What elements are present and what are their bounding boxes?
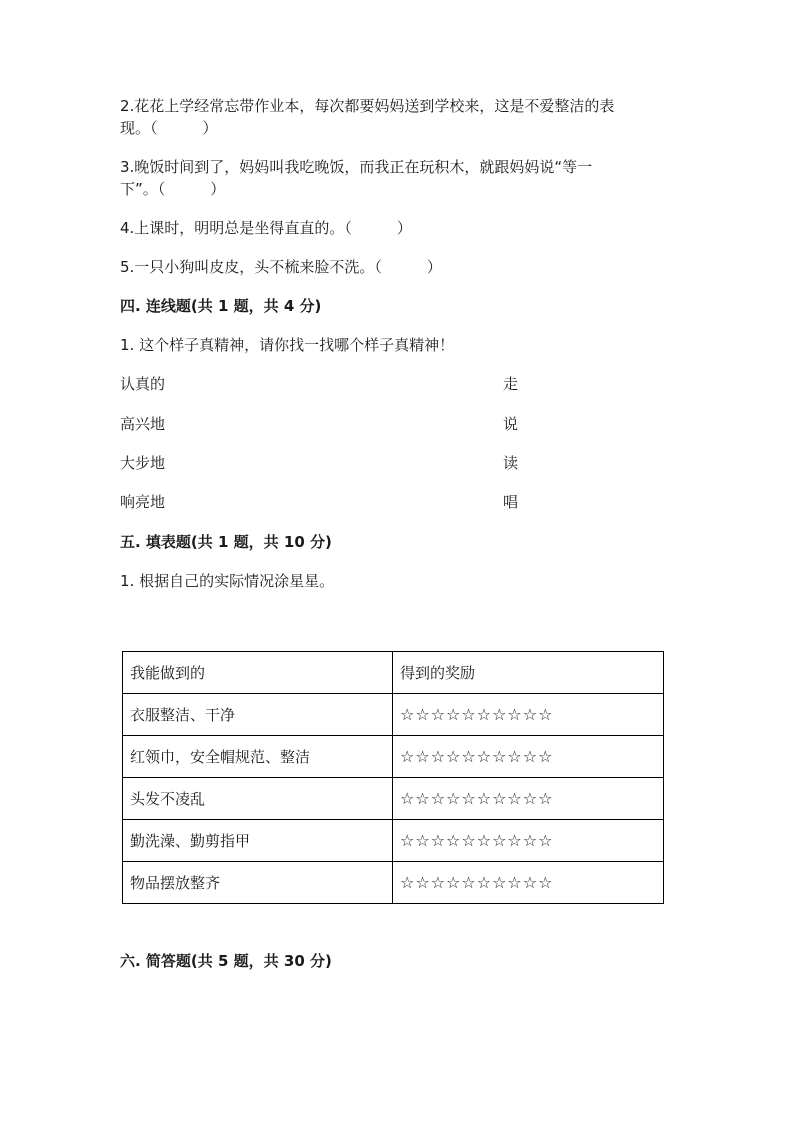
- table-cell-stars[interactable]: ☆☆☆☆☆☆☆☆☆☆: [393, 694, 664, 736]
- judge-item-3-line2: 下”。（ ）: [120, 180, 226, 198]
- section-5-question: 1. 根据自己的实际情况涂星星。: [120, 572, 335, 590]
- match-right-1: 走: [503, 375, 519, 393]
- table-header-row: [123, 652, 664, 694]
- table-row: [123, 778, 664, 820]
- judge-item-2-line2: 现。（ ）: [120, 119, 218, 137]
- table-row: [123, 736, 664, 778]
- star-table: [122, 651, 664, 904]
- section-6-heading: 六. 简答题(共 5 题，共 30 分): [120, 952, 332, 970]
- judge-item-4: 4.上课时，明明总是坐得直直的。（ ）: [120, 219, 412, 237]
- table-cell-task: 物品摆放整齐: [123, 862, 393, 904]
- table-cell-stars[interactable]: ☆☆☆☆☆☆☆☆☆☆: [393, 862, 664, 904]
- match-left-3: 大步地: [120, 454, 166, 472]
- match-right-2: 说: [503, 415, 519, 433]
- table-cell-task: 衣服整洁、干净: [123, 694, 393, 736]
- table-row: [123, 862, 664, 904]
- match-left-4: 响亮地: [120, 493, 166, 511]
- judge-item-5: 5.一只小狗叫皮皮，头不梳来脸不洗。（ ）: [120, 258, 442, 276]
- table-cell-stars[interactable]: ☆☆☆☆☆☆☆☆☆☆: [393, 778, 664, 820]
- section-4-question: 1. 这个样子真精神，请你找一找哪个样子真精神！: [120, 336, 455, 354]
- match-left-2: 高兴地: [120, 415, 166, 433]
- section-4-heading: 四. 连线题(共 1 题，共 4 分): [120, 297, 322, 315]
- judge-item-3-line1: 3.晚饭时间到了，妈妈叫我吃晚饭，而我正在玩积木，就跟妈妈说“等一: [120, 158, 593, 176]
- match-right-4: 唱: [503, 493, 519, 511]
- section-5-heading: 五. 填表题(共 1 题，共 10 分): [120, 533, 332, 551]
- table-row: [123, 694, 664, 736]
- table-cell-stars[interactable]: ☆☆☆☆☆☆☆☆☆☆: [393, 820, 664, 862]
- judge-item-2-line1: 2.花花上学经常忘带作业本，每次都要妈妈送到学校来，这是不爱整洁的表: [120, 97, 615, 115]
- match-left-1: 认真的: [120, 375, 166, 393]
- table-cell-task: 红领巾，安全帽规范、整洁: [123, 736, 393, 778]
- table-cell-task: 勤洗澡、勤剪指甲: [123, 820, 393, 862]
- match-right-3: 读: [503, 454, 519, 472]
- table-row: [123, 820, 664, 862]
- table-header-cell: 得到的奖励: [393, 652, 664, 694]
- table-cell-task: 头发不凌乱: [123, 778, 393, 820]
- table-header-cell: 我能做到的: [123, 652, 393, 694]
- table-cell-stars[interactable]: ☆☆☆☆☆☆☆☆☆☆: [393, 736, 664, 778]
